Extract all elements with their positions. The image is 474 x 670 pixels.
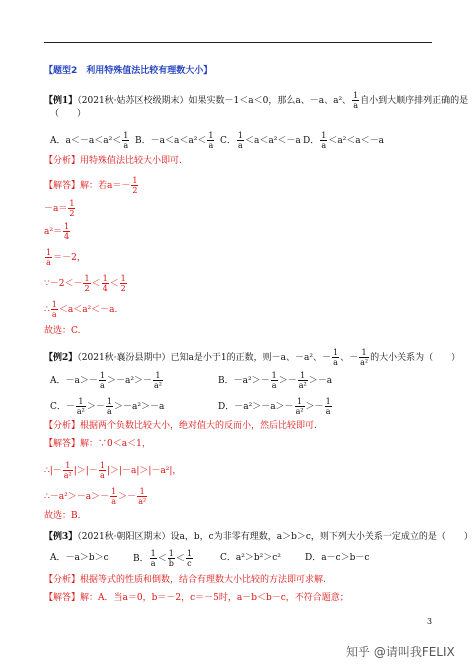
option-d: D．a－c＞b－c [305, 553, 370, 563]
answer-paren: （ ） [50, 109, 87, 119]
option-d: D．－a²＞－a＞－ $\frac{1}{\text{a²}}$ ＞－ $\frac{1}{a}$ [218, 397, 331, 416]
solution-1: 【解答】解：若a＝－ $\frac{1}{2}$ [44, 176, 138, 195]
analysis-1: 【分析】用特殊值法比较大小即可. [44, 156, 182, 166]
solution-1-step: $\frac{1}{a}$ ＝－2， [46, 248, 86, 267]
watermark: 知乎 @请叫我FELIX [346, 645, 455, 659]
example-3-question: 【例3】（2021秋·朝阳区期末）设a，b，c为非零有理数，a＞b＞c，则下列大小关系一定成立的是（ ） [44, 532, 473, 542]
example-label: 【例1】 [44, 96, 78, 106]
section-title: 【题型2 利用特殊值法比较有理数大小】 [44, 66, 213, 76]
answer-1: 故选：C. [44, 326, 81, 336]
option-a: A．a＜－a＜a²＜ $\frac{1}{a}$ [50, 131, 129, 150]
solution-1-step: ∴ $\frac{1}{a}$ ＜a＜a²＜－a. [44, 300, 118, 319]
option-c: C． $\frac{1}{a}$ ＜a＜a²＜－a [220, 131, 301, 150]
example-label: 【例2】 [44, 353, 78, 363]
page-number: 3 [427, 617, 433, 626]
analysis-3: 【分析】根据等式的性质和倒数，结合有理数大小比较的方法即可求解. [44, 575, 326, 585]
example-label: 【例3】 [44, 532, 78, 542]
option-b: B．－a＜a＜a²＜ $\frac{1}{a}$ [135, 131, 214, 150]
solution-2-step: ∴|－ $\frac{1}{\text{a²}}$ |＞|－ $\frac{1}{a}$ |＞|－a|＞|－a²|， [44, 461, 182, 480]
solution-2-step: ∴－a²＞－a＞－ $\frac{1}{a}$ ＞－ $\frac{1}{\text{a²}}$ [44, 487, 147, 506]
analysis-2: 【分析】根据两个负数比较大小，绝对值大的反而小，然后比较即可. [44, 421, 317, 431]
solution-1-step: ∵－2＜－ $\frac{1}{2}$ ＜ $\frac{1}{4}$ ＜ $\frac{1}{2}$ [44, 274, 126, 293]
option-a: A．－a＞－ $\frac{1}{a}$ ＞－a²＞－ $\frac{1}{\text{a²}}$ [50, 371, 162, 390]
option-b: B． $\frac{1}{a}$ ＜ $\frac{1}{b}$ ＜ $\frac{1}{c}$ [133, 549, 192, 568]
answer-2: 故选：B. [44, 511, 81, 521]
option-a: A．－a＞b＞c [50, 553, 109, 563]
example-1-question: 【例1】（2021秋·姑苏区校级期末）如果实数－1＜a＜0，那么a、－a、a²、 $\frac{1}{a}$ 自小到大顺序排列正确的是 [44, 91, 469, 110]
solution-3: 【解答】解：A．当a＝0，b＝－2，c＝－5时，a－b＜b－c，不符合题意； [44, 593, 349, 603]
solution-1-step: a²＝ $\frac{1}{4}$ [44, 222, 70, 241]
option-c: C．a²＞b²＞c² [220, 553, 281, 563]
example-2-question: 【例2】（2021秋·襄汾县期中）已知a是小于1的正数，则－a、－a²、－ $\frac{1}{a}$ 、－ $\frac{1}{\text{a²}}$ 的大小关系为（ ） [44, 348, 461, 367]
solution-2: 【解答】解：∵0＜a＜1， [44, 439, 151, 449]
option-d: D． $\frac{1}{a}$ ＜a²＜a＜－a [303, 131, 385, 150]
solution-1-step: －a＝ $\frac{1}{2}$ [44, 199, 75, 218]
option-b: B．－a²＞－ $\frac{1}{a}$ ＞－ $\frac{1}{\text{a²}}$ ＞－a [218, 371, 333, 390]
header-rule [44, 42, 432, 43]
option-c: C．－ $\frac{1}{\text{a²}}$ ＞－ $\frac{1}{a}$ ＞－a²＞－a [50, 397, 165, 416]
